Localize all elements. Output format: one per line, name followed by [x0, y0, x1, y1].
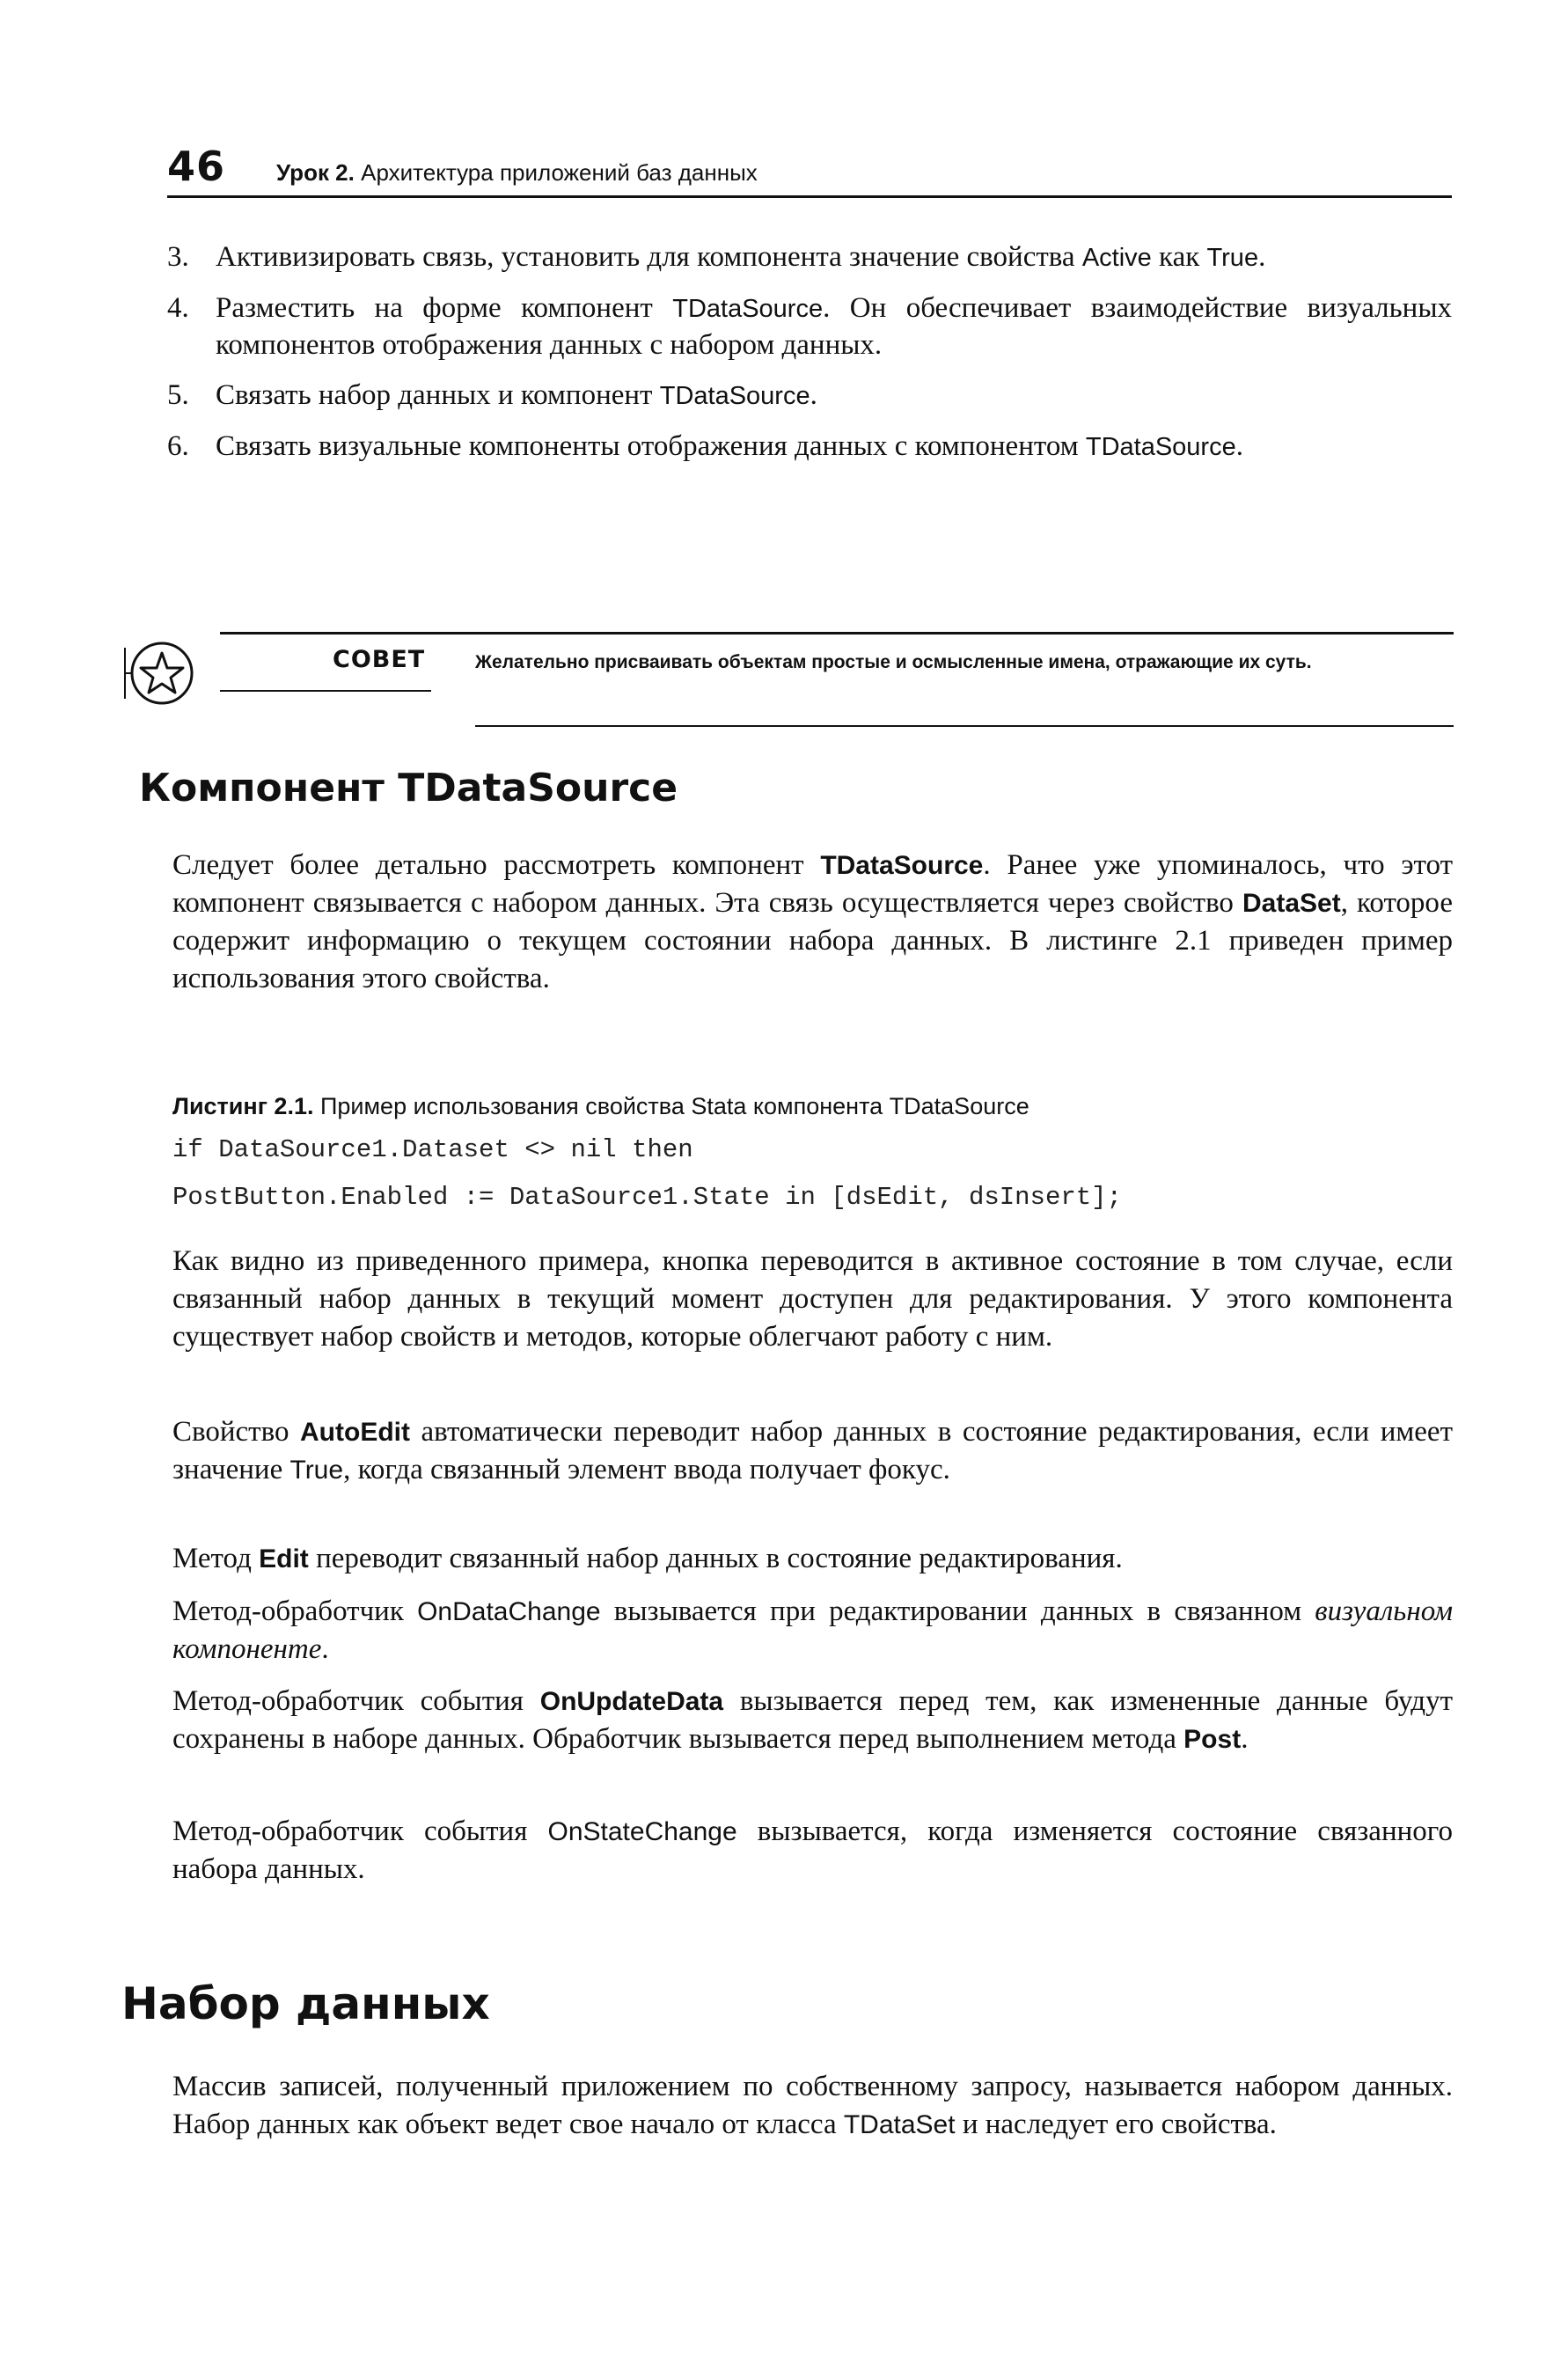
inline-code: TDataSource — [659, 382, 810, 410]
text: , которое содержит информацию о текущем состоянии набора данных. В листинге 2.1 приведен пример использования этого свойства. — [172, 887, 1453, 994]
paragraph — [172, 1813, 1453, 1889]
running-header — [167, 143, 1452, 198]
inline-code: True — [289, 1456, 344, 1485]
paragraph: Как видно из приведенного примера, кнопка переводится в активное состояние в том случае, если связанный набор данных в текущий момент доступен для редактирования. У этого компонента существует набор свойств и методов, которые облегчают работу с ним. — [172, 1245, 1453, 1353]
text: Метод-обработчик — [172, 1595, 418, 1627]
text: вызывается, когда изменяется состояние связанного набора данных. — [172, 1816, 1453, 1885]
text: Свойство — [172, 1416, 301, 1448]
paragraph — [172, 1593, 1453, 1669]
text: . — [1241, 1723, 1249, 1755]
list-item — [167, 429, 1452, 466]
listing-caption — [172, 1093, 1029, 1120]
inline-code: Edit — [259, 1544, 309, 1573]
section-heading: Компонент TDataSource — [139, 766, 678, 811]
steps-list — [167, 239, 1452, 480]
code-line: PostButton.Enabled := DataSource1.State in [dsEdit, dsInsert]; — [172, 1183, 1122, 1212]
running-title — [276, 159, 758, 187]
step-text: Связать визуальные компоненты отображения данных с компонентом — [216, 430, 1086, 462]
paragraph — [172, 1413, 1453, 1489]
lesson-topic: Архитектура приложений баз данных — [361, 159, 758, 186]
inline-code: DataSet — [1242, 889, 1341, 918]
divider — [220, 632, 1454, 635]
text: . — [321, 1633, 329, 1665]
tip-box — [123, 632, 1454, 737]
inline-code: OnStateChange — [547, 1817, 737, 1846]
step-text: Разместить на форме компонент — [216, 292, 673, 324]
text: Метод-обработчик события — [172, 1685, 540, 1717]
paragraph — [172, 1540, 1453, 1578]
divider — [220, 690, 431, 692]
inline-code: TDataSource — [672, 295, 824, 323]
inline-code: AutoEdit — [300, 1418, 410, 1447]
list-item — [167, 239, 1452, 276]
text: и наследует его свойства. — [955, 2109, 1277, 2140]
italic-text: визуальном компоненте — [172, 1595, 1453, 1665]
list-item — [167, 378, 1452, 414]
step-text: . — [1258, 241, 1266, 273]
inline-code: TDataSet — [843, 2110, 956, 2139]
inline-code: TDataSource — [1085, 433, 1236, 461]
list-number: 5. — [167, 379, 189, 411]
text: Метод — [172, 1543, 260, 1574]
listing-label: Листинг 2.1. — [172, 1093, 314, 1119]
text: Массив записей, полученный приложением по собственному запросу, называется набором данных. Набор данных как объект ведет свое начало от класса — [172, 2071, 1453, 2140]
code-line: if DataSource1.Dataset <> nil then — [172, 1135, 693, 1164]
tip-label: СОВЕТ — [333, 646, 426, 673]
step-text: Активизировать связь, установить для компонента значение свойства — [216, 241, 1082, 273]
list-item — [167, 290, 1452, 363]
text: , когда связанный элемент ввода получает фокус. — [343, 1454, 950, 1485]
divider — [475, 725, 1454, 727]
inline-code: Active — [1081, 244, 1152, 272]
list-number: 6. — [167, 430, 189, 462]
step-text: Связать набор данных и компонент — [216, 379, 660, 411]
star-icon — [123, 637, 195, 709]
listing-title: Пример использования свойства Stata компонента TDataSource — [313, 1093, 1029, 1119]
page-number: 46 — [167, 143, 226, 190]
tip-text: Желательно присваивать объектам простые и осмысленные имена, отражающие их суть. — [475, 652, 1312, 672]
paragraph — [172, 847, 1453, 998]
text: автоматически переводит набор данных в состояние редактирования, если имеет значение — [172, 1416, 1453, 1485]
lesson-label: Урок 2. — [276, 159, 355, 186]
list-number: 3. — [167, 241, 189, 273]
paragraph — [172, 1683, 1453, 1758]
list-number: 4. — [167, 292, 189, 324]
text: . Ранее уже упоминалось, что этот компонент связывается с набором данных. Эта связь осуществляется через свойство — [172, 849, 1453, 919]
step-text: . — [810, 379, 817, 411]
text: переводит связанный набор данных в состояние редактирования. — [308, 1543, 1123, 1574]
inline-code: TDataSource — [820, 851, 984, 880]
step-text: как — [1151, 241, 1207, 273]
inline-code: True — [1206, 244, 1259, 272]
inline-code: OnDataChange — [417, 1597, 601, 1626]
text: вызывается перед тем, как измененные данные будут сохранены в наборе данных. Обработчик вызывается перед выполнением метода — [172, 1685, 1453, 1755]
inline-code: OnUpdateData — [539, 1687, 724, 1716]
section-heading: Набор данных — [121, 1978, 490, 2029]
text: Метод-обработчик события — [172, 1816, 548, 1847]
paragraph — [172, 2068, 1453, 2144]
text: вызывается при редактировании данных в связанном — [600, 1595, 1315, 1627]
inline-code: Post — [1183, 1725, 1242, 1754]
text: Следует более детально рассмотреть компонент — [172, 849, 821, 881]
step-text: . Он обеспечивает взаимодействие визуальных компонентов отображения данных с набором данных. — [216, 292, 1452, 361]
step-text: . — [1235, 430, 1243, 462]
